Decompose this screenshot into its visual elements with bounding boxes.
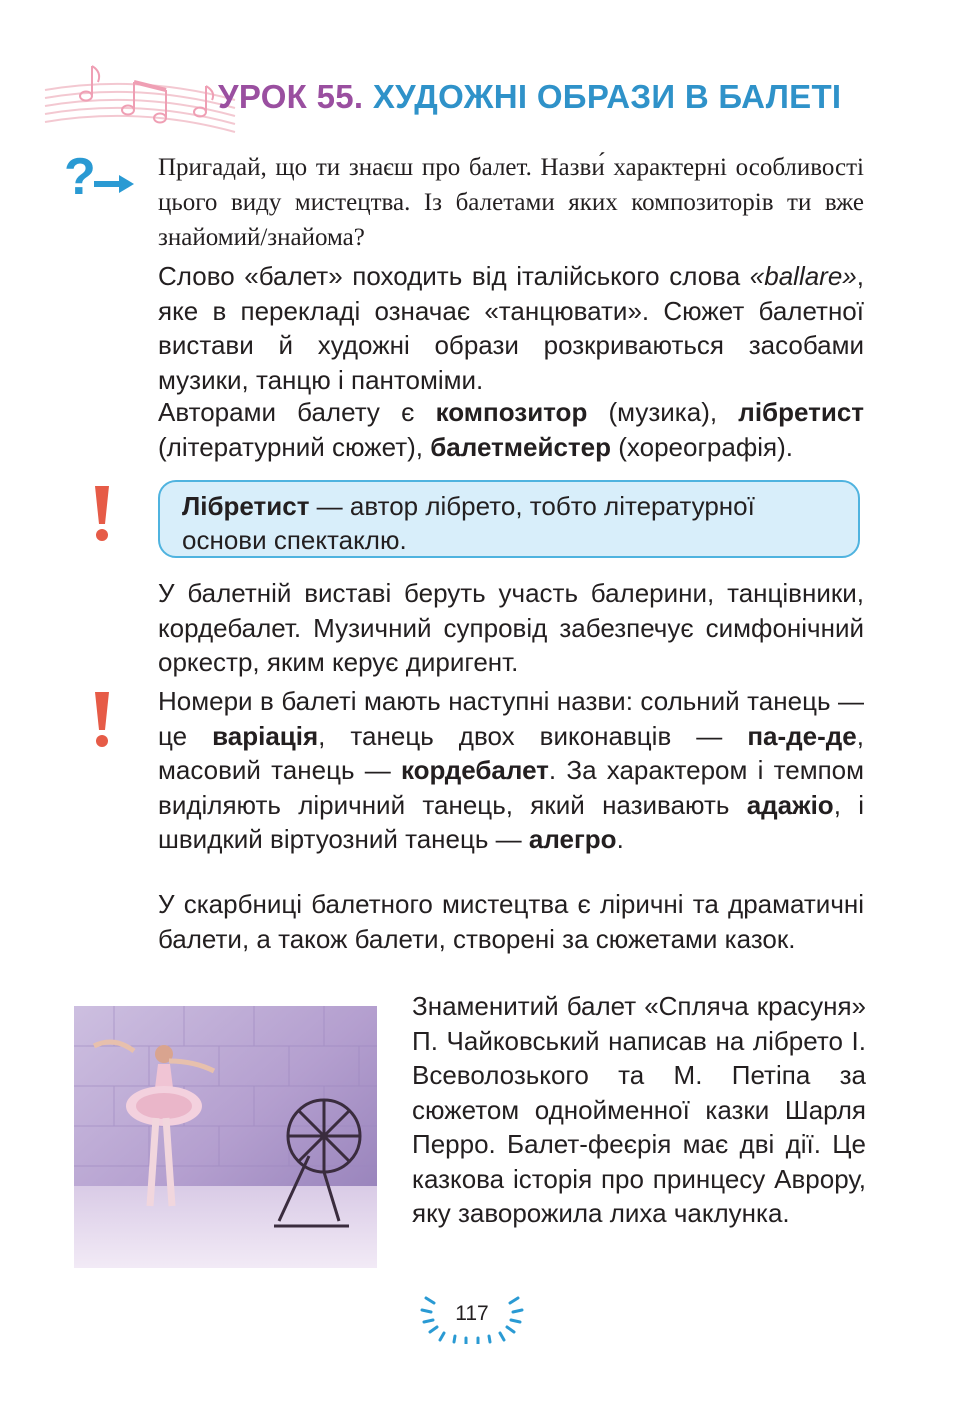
text-run: . За характером і темпом виділяють ліричний танець, який називають — [158, 755, 864, 820]
lesson-number: УРОК 55. — [218, 78, 364, 115]
term-variation: варіація — [212, 720, 319, 751]
term-composer: композитор — [435, 397, 588, 427]
paragraph-intro — [158, 259, 864, 397]
term-allegro: алегро — [528, 824, 617, 854]
lesson-heading: ХУДОЖНІ ОБРАЗИ В БАЛЕТІ — [372, 78, 842, 115]
question-text: Пригадай, що ти знаєш про балет. Назви́ характерні особливості цього виду мистецтва. Із балетами яких композиторів ти вже знайомий/знайома? — [158, 154, 864, 251]
italic-word: «ballare» — [749, 261, 857, 291]
term-choreographer: балетмейстер — [430, 431, 612, 462]
text-run: , танець двох виконавців — — [318, 720, 748, 751]
lesson-title — [218, 78, 841, 116]
text-run: . — [616, 824, 624, 854]
text-run: Номери в балеті мають наступні назви: сольний танець — це — [158, 686, 864, 751]
definition-box — [158, 480, 860, 558]
term-pas-de-deux: па-де-де — [747, 720, 857, 751]
term-adagio: адажіо — [746, 789, 834, 820]
term-corps-de-ballet: кордебалет — [400, 755, 549, 785]
text-run: , яке в перекладі означає «танцювати». Сюжет балетної вистави й художні образи розкриваються засобами музики, танцю і пантоміми. — [158, 261, 864, 395]
paragraph-participants: У балетній виставі беруть участь балерини, танцівники, кордебалет. Музичний супровід забезпечує симфонічний оркестр, яким керує диригент. — [158, 578, 864, 677]
term-librettist: лібретист — [738, 397, 865, 427]
text-run: (музика), — [587, 397, 739, 427]
definition-text: — автор лібрето, тобто літературної основи спектаклю. — [182, 491, 755, 555]
music-notes-decoration — [40, 52, 240, 144]
text-run: (літературний сюжет), — [158, 431, 431, 462]
ballerina-photo — [74, 1006, 377, 1268]
definition-term: Лібретист — [182, 491, 310, 521]
exclamation-icon — [90, 690, 114, 750]
text-run: , і швидкий віртуозний танець — — [158, 789, 864, 854]
exclamation-icon — [90, 484, 114, 544]
text-run: (хореографія). — [611, 431, 793, 462]
paragraph-dance-numbers — [158, 684, 864, 857]
svg-text:?: ? — [64, 150, 96, 206]
page-number: 117 — [455, 1302, 489, 1325]
text-run: , масовий танець — — [158, 720, 864, 785]
text-run: Слово «балет» походить від італійського слова — [158, 261, 750, 291]
paragraph-treasury: У скарбниці балетного мистецтва є ліричні та драматичні балети, а також балети, створені за сюжетами казок. — [158, 889, 864, 954]
question-arrow-icon — [64, 150, 136, 206]
paragraph-sleeping-beauty: Знаменитий балет «Спляча красуня» П. Чайковський написав на лібрето І. Всеволозького та М. Петіпа за сюжетом однойменної казки Шарля Перро. Балет-феєрія має дві дії. Це казкова історія про принцесу Аврору, яку заворожила лиха чаклунка. — [412, 991, 866, 1228]
paragraph-authors — [158, 395, 864, 464]
text-run: Авторами балету є — [158, 397, 436, 427]
